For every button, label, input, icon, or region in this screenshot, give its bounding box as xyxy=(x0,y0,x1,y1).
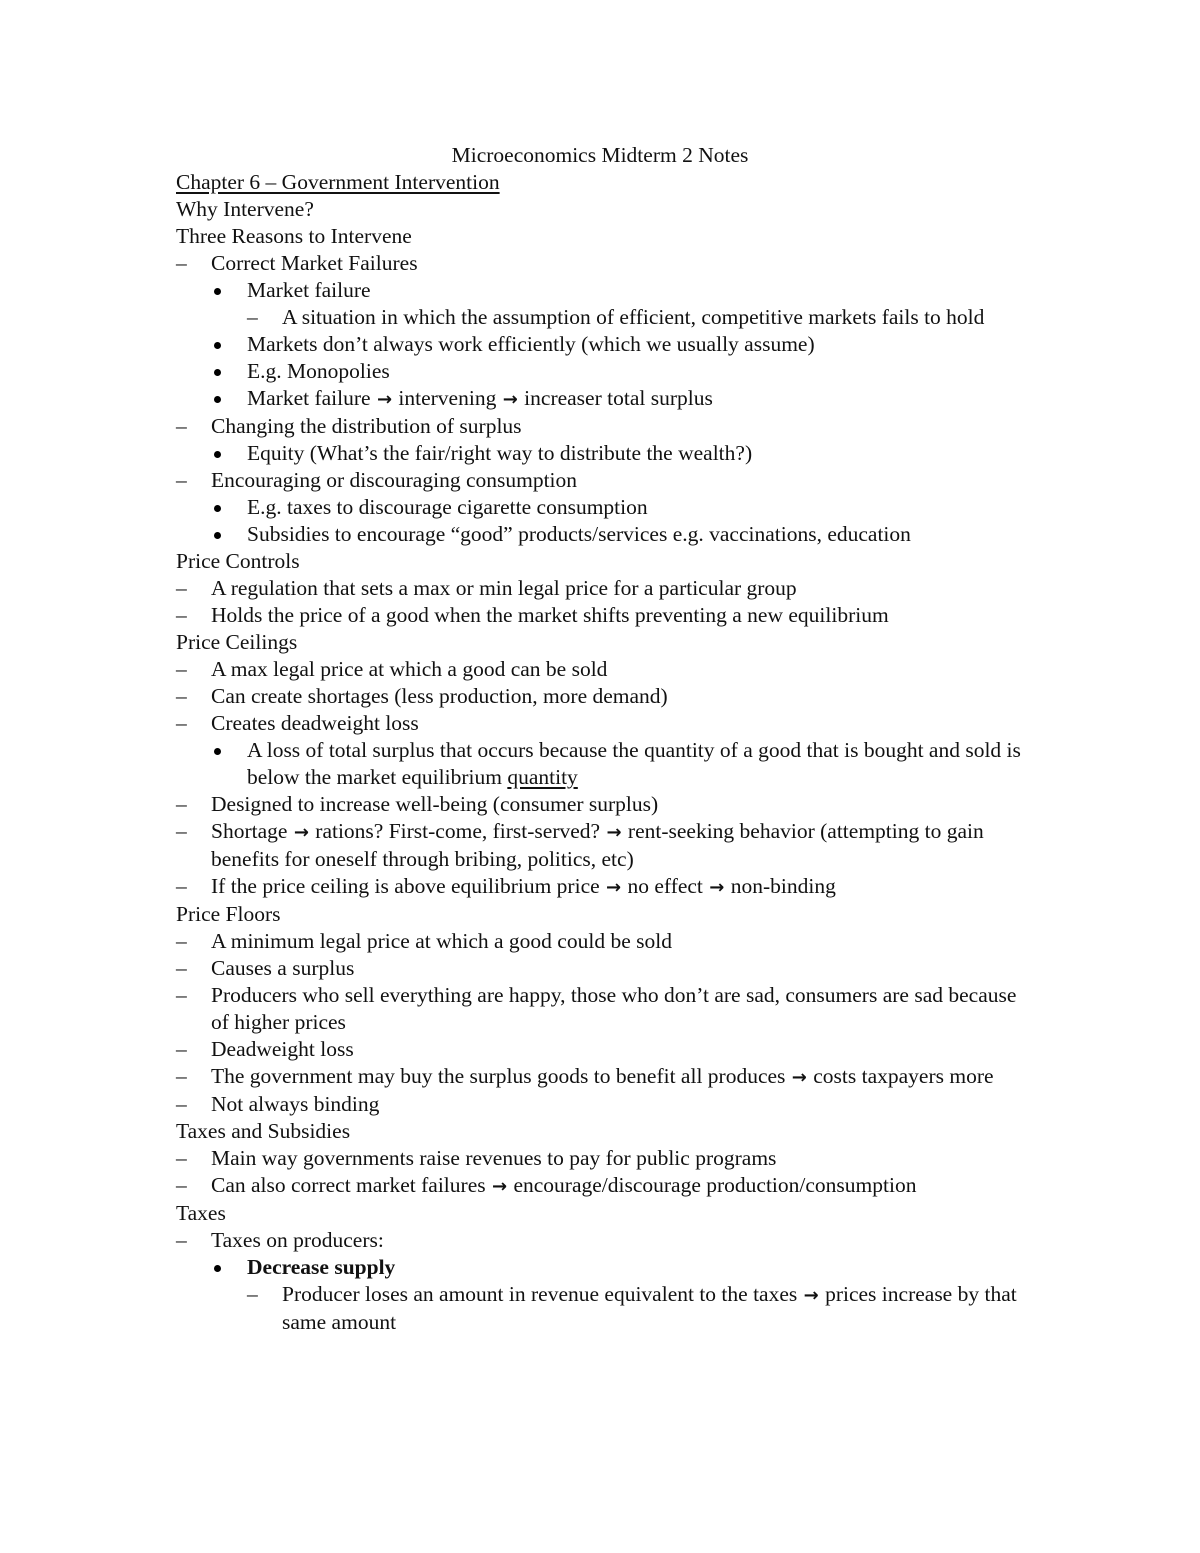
list-item xyxy=(176,304,1026,331)
line-text: Decrease supply xyxy=(247,1255,396,1279)
list-item xyxy=(176,683,1026,710)
dash-marker: – xyxy=(176,711,187,735)
section-heading xyxy=(176,548,1026,575)
section-heading xyxy=(176,901,1026,928)
line-text: Designed to increase well-being (consumer surplus) xyxy=(211,792,659,816)
list-item xyxy=(176,331,1026,358)
line-text: The government may buy the surplus goods to benefit all produces → costs taxpayers more xyxy=(211,1064,994,1088)
list-item xyxy=(176,1063,1026,1091)
line-text: Markets don’t always work efficiently (which we usually assume) xyxy=(247,332,815,356)
line-text: Shortage → rations? First-come, first-served? → rent-seeking behavior (attempting to gain benefits for oneself through bribing, politics, etc) xyxy=(211,819,984,871)
line-text: Price Controls xyxy=(176,549,300,573)
list-item xyxy=(176,818,1026,873)
bullet-icon xyxy=(214,288,221,295)
list-item xyxy=(176,1254,1026,1281)
bullet-icon xyxy=(214,396,221,403)
line-text: Not always binding xyxy=(211,1092,380,1116)
dash-marker: – xyxy=(176,603,187,627)
list-item xyxy=(176,791,1026,818)
line-text: Causes a surplus xyxy=(211,956,355,980)
bullet-icon xyxy=(214,342,221,349)
dash-marker: – xyxy=(176,819,187,843)
line-text: Holds the price of a good when the market shifts preventing a new equilibrium xyxy=(211,603,889,627)
list-item xyxy=(176,358,1026,385)
dash-marker: – xyxy=(176,1064,187,1088)
dash-marker: – xyxy=(176,983,187,1007)
line-text: Why Intervene? xyxy=(176,197,314,221)
line-text: Taxes on producers: xyxy=(211,1228,384,1252)
list-item xyxy=(176,710,1026,737)
list-item xyxy=(176,277,1026,304)
dash-marker: – xyxy=(176,1173,187,1197)
line-text: Market failure xyxy=(247,278,371,302)
dash-marker: – xyxy=(176,929,187,953)
list-item xyxy=(176,1172,1026,1200)
section-heading xyxy=(176,1200,1026,1227)
line-text: Equity (What’s the fair/right way to distribute the wealth?) xyxy=(247,441,753,465)
line-text: E.g. Monopolies xyxy=(247,359,390,383)
bullet-icon xyxy=(214,505,221,512)
right-arrow-icon: → xyxy=(502,389,518,410)
dash-marker: – xyxy=(176,251,187,275)
line-text: A regulation that sets a max or min legal price for a particular group xyxy=(211,576,797,600)
dash-marker: – xyxy=(176,657,187,681)
list-item xyxy=(176,873,1026,901)
section-heading xyxy=(176,1118,1026,1145)
line-text: Correct Market Failures xyxy=(211,251,418,275)
list-item xyxy=(176,250,1026,277)
line-text: If the price ceiling is above equilibrium price → no effect → non-binding xyxy=(211,874,836,898)
bullet-icon xyxy=(214,748,221,755)
line-text: Deadweight loss xyxy=(211,1037,354,1061)
bullet-icon xyxy=(214,1265,221,1272)
dash-marker: – xyxy=(176,874,187,898)
right-arrow-icon: → xyxy=(709,877,725,898)
list-item xyxy=(176,1227,1026,1254)
list-item xyxy=(176,737,1026,791)
bullet-icon xyxy=(214,369,221,376)
dash-marker: – xyxy=(176,956,187,980)
list-item xyxy=(176,928,1026,955)
notes-lines xyxy=(176,196,1026,1336)
underlined-text: quantity xyxy=(507,765,578,789)
document-title: Microeconomics Midterm 2 Notes xyxy=(451,143,749,167)
line-text: Taxes xyxy=(176,1201,226,1225)
dash-marker: – xyxy=(247,1282,258,1306)
dash-marker: – xyxy=(176,684,187,708)
line-text: Can also correct market failures → encourage/discourage production/consumption xyxy=(211,1173,917,1197)
section-heading xyxy=(176,196,1026,223)
list-item xyxy=(176,656,1026,683)
right-arrow-icon: → xyxy=(606,877,622,898)
dash-marker: – xyxy=(176,1146,187,1170)
line-text: E.g. taxes to discourage cigarette consumption xyxy=(247,495,648,519)
dash-marker: – xyxy=(176,1228,187,1252)
list-item xyxy=(176,385,1026,413)
line-text: Main way governments raise revenues to pay for public programs xyxy=(211,1146,777,1170)
list-item xyxy=(176,982,1026,1036)
line-text: Changing the distribution of surplus xyxy=(211,414,522,438)
line-text: Can create shortages (less production, more demand) xyxy=(211,684,668,708)
line-text: Creates deadweight loss xyxy=(211,711,419,735)
dash-marker: – xyxy=(176,576,187,600)
line-text: Price Floors xyxy=(176,902,281,926)
list-item xyxy=(176,602,1026,629)
list-item xyxy=(176,1145,1026,1172)
line-text: Producer loses an amount in revenue equivalent to the taxes → prices increase by that same amount xyxy=(282,1282,1017,1334)
line-text: Subsidies to encourage “good” products/services e.g. vaccinations, education xyxy=(247,522,911,546)
list-item xyxy=(176,467,1026,494)
list-item xyxy=(176,575,1026,602)
right-arrow-icon: → xyxy=(803,1285,819,1306)
list-item xyxy=(176,1281,1026,1336)
dash-marker: – xyxy=(176,1092,187,1116)
line-text: Three Reasons to Intervene xyxy=(176,224,412,248)
section-heading xyxy=(176,223,1026,250)
right-arrow-icon: → xyxy=(791,1067,807,1088)
line-text: Taxes and Subsidies xyxy=(176,1119,351,1143)
line-text: A loss of total surplus that occurs because the quantity of a good that is bought and sold is below the market equilibrium xyxy=(247,738,1021,789)
dash-marker: – xyxy=(176,1037,187,1061)
list-item xyxy=(176,494,1026,521)
right-arrow-icon: → xyxy=(606,822,622,843)
dash-marker: – xyxy=(176,468,187,492)
list-item xyxy=(176,955,1026,982)
line-text: Encouraging or discouraging consumption xyxy=(211,468,578,492)
section-heading xyxy=(176,629,1026,656)
bullet-icon xyxy=(214,451,221,458)
line-text: Producers who sell everything are happy, those who don’t are sad, consumers are sad because of higher prices xyxy=(211,983,1017,1034)
right-arrow-icon: → xyxy=(491,1176,508,1197)
bullet-icon xyxy=(214,532,221,539)
list-item xyxy=(176,413,1026,440)
line-text: A minimum legal price at which a good could be sold xyxy=(211,929,672,953)
line-text: Price Ceilings xyxy=(176,630,298,654)
dash-marker: – xyxy=(247,305,258,329)
list-item xyxy=(176,1036,1026,1063)
list-item xyxy=(176,440,1026,467)
line-text: A situation in which the assumption of efficient, competitive markets fails to hold xyxy=(282,305,985,329)
chapter-heading: Chapter 6 – Government Intervention xyxy=(176,170,500,194)
dash-marker: – xyxy=(176,414,187,438)
notes-content xyxy=(176,142,1026,1336)
right-arrow-icon: → xyxy=(293,822,309,843)
list-item xyxy=(176,1091,1026,1118)
list-item xyxy=(176,521,1026,548)
dash-marker: – xyxy=(176,792,187,816)
line-text: Market failure → intervening → increaser total surplus xyxy=(247,386,713,410)
line-text: A max legal price at which a good can be sold xyxy=(211,657,608,681)
right-arrow-icon: → xyxy=(376,389,393,410)
